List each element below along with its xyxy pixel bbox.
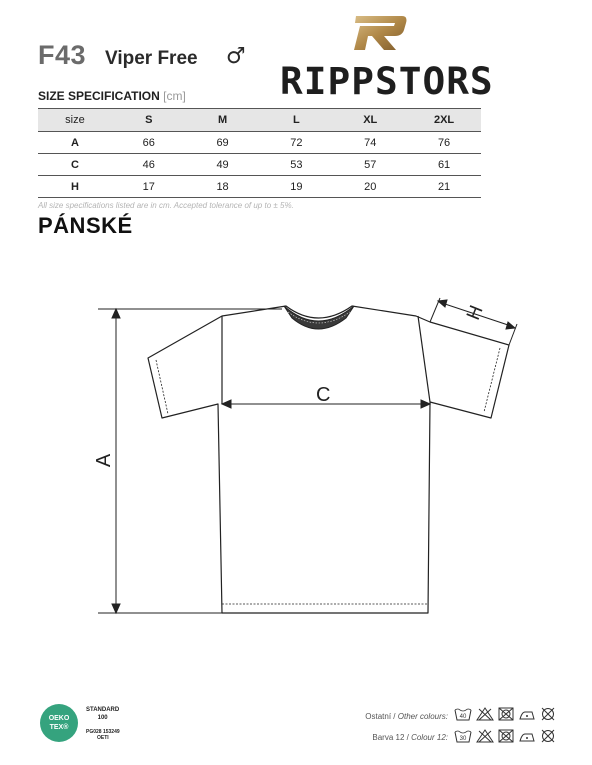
table-row bbox=[38, 154, 481, 176]
category-title: PÁNSKÉ bbox=[38, 213, 133, 238]
column-header: 2XL bbox=[407, 109, 481, 132]
care-symbols-colour bbox=[454, 729, 556, 743]
table-cell: 46 bbox=[112, 154, 186, 176]
male-symbol-icon: ♂ bbox=[226, 44, 246, 69]
column-header: M bbox=[186, 109, 260, 132]
care-symbols-other bbox=[454, 707, 556, 721]
table-cell: 69 bbox=[186, 132, 260, 154]
table-cell: 19 bbox=[259, 176, 333, 198]
measure-a-line bbox=[98, 309, 282, 613]
no-bleach-icon bbox=[476, 707, 494, 721]
care-label-colour: Barva 12 / Colour 12: bbox=[372, 733, 448, 742]
no-dry-clean-icon bbox=[540, 707, 556, 721]
table-cell: 53 bbox=[259, 154, 333, 176]
table-cell: 66 bbox=[112, 132, 186, 154]
no-dry-clean-icon bbox=[540, 729, 556, 743]
size-spec-title: SIZE SPECIFICATION [cm] bbox=[38, 89, 186, 103]
oeko-tex-badge: OEKO TEX® bbox=[40, 704, 78, 742]
svg-text:30: 30 bbox=[459, 736, 467, 742]
table-cell: 74 bbox=[333, 132, 407, 154]
iron-low-icon bbox=[518, 729, 536, 743]
table-cell: 18 bbox=[186, 176, 260, 198]
tshirt-diagram bbox=[0, 290, 592, 630]
wash-40-icon bbox=[454, 707, 472, 721]
row-label: C bbox=[38, 154, 112, 176]
column-header: size bbox=[38, 109, 112, 132]
table-cell: 20 bbox=[333, 176, 407, 198]
size-spec-unit: [cm] bbox=[163, 89, 186, 103]
table-cell: 72 bbox=[259, 132, 333, 154]
table-row bbox=[38, 176, 481, 198]
product-code: F43 bbox=[38, 40, 87, 70]
table-cell: 17 bbox=[112, 176, 186, 198]
row-label: A bbox=[38, 132, 112, 154]
no-bleach-icon bbox=[476, 729, 494, 743]
label-a: A bbox=[93, 453, 116, 468]
tshirt-outline bbox=[148, 306, 509, 613]
label-h: H bbox=[463, 302, 488, 324]
table-cell: 57 bbox=[333, 154, 407, 176]
brand-name: RIPPSTORS bbox=[280, 60, 494, 103]
table-cell: 21 bbox=[407, 176, 481, 198]
no-tumble-dry-icon bbox=[498, 729, 514, 743]
column-header: L bbox=[259, 109, 333, 132]
brand-logo-icon bbox=[350, 14, 410, 52]
row-label: H bbox=[38, 176, 112, 198]
standard-label: STANDARD 100 bbox=[86, 707, 120, 721]
no-tumble-dry-icon bbox=[498, 707, 514, 721]
table-cell: 61 bbox=[407, 154, 481, 176]
label-c: C bbox=[316, 384, 331, 406]
table-row bbox=[38, 132, 481, 154]
tolerance-note: All size specifications listed are in cm. Accepted tolerance of up to ± 5%. bbox=[38, 201, 294, 210]
column-header: XL bbox=[333, 109, 407, 132]
svg-text:40: 40 bbox=[459, 714, 467, 720]
table-cell: 49 bbox=[186, 154, 260, 176]
column-header: S bbox=[112, 109, 186, 132]
table-header-row bbox=[38, 109, 481, 132]
size-table bbox=[38, 108, 481, 198]
wash-30-icon bbox=[454, 729, 472, 743]
iron-low-icon bbox=[518, 707, 536, 721]
product-name: Viper Free bbox=[105, 48, 198, 69]
care-label-other: Ostatní / Other colours: bbox=[365, 712, 448, 721]
table-cell: 76 bbox=[407, 132, 481, 154]
certificate-label: PG028 153249 OETI bbox=[86, 729, 120, 741]
